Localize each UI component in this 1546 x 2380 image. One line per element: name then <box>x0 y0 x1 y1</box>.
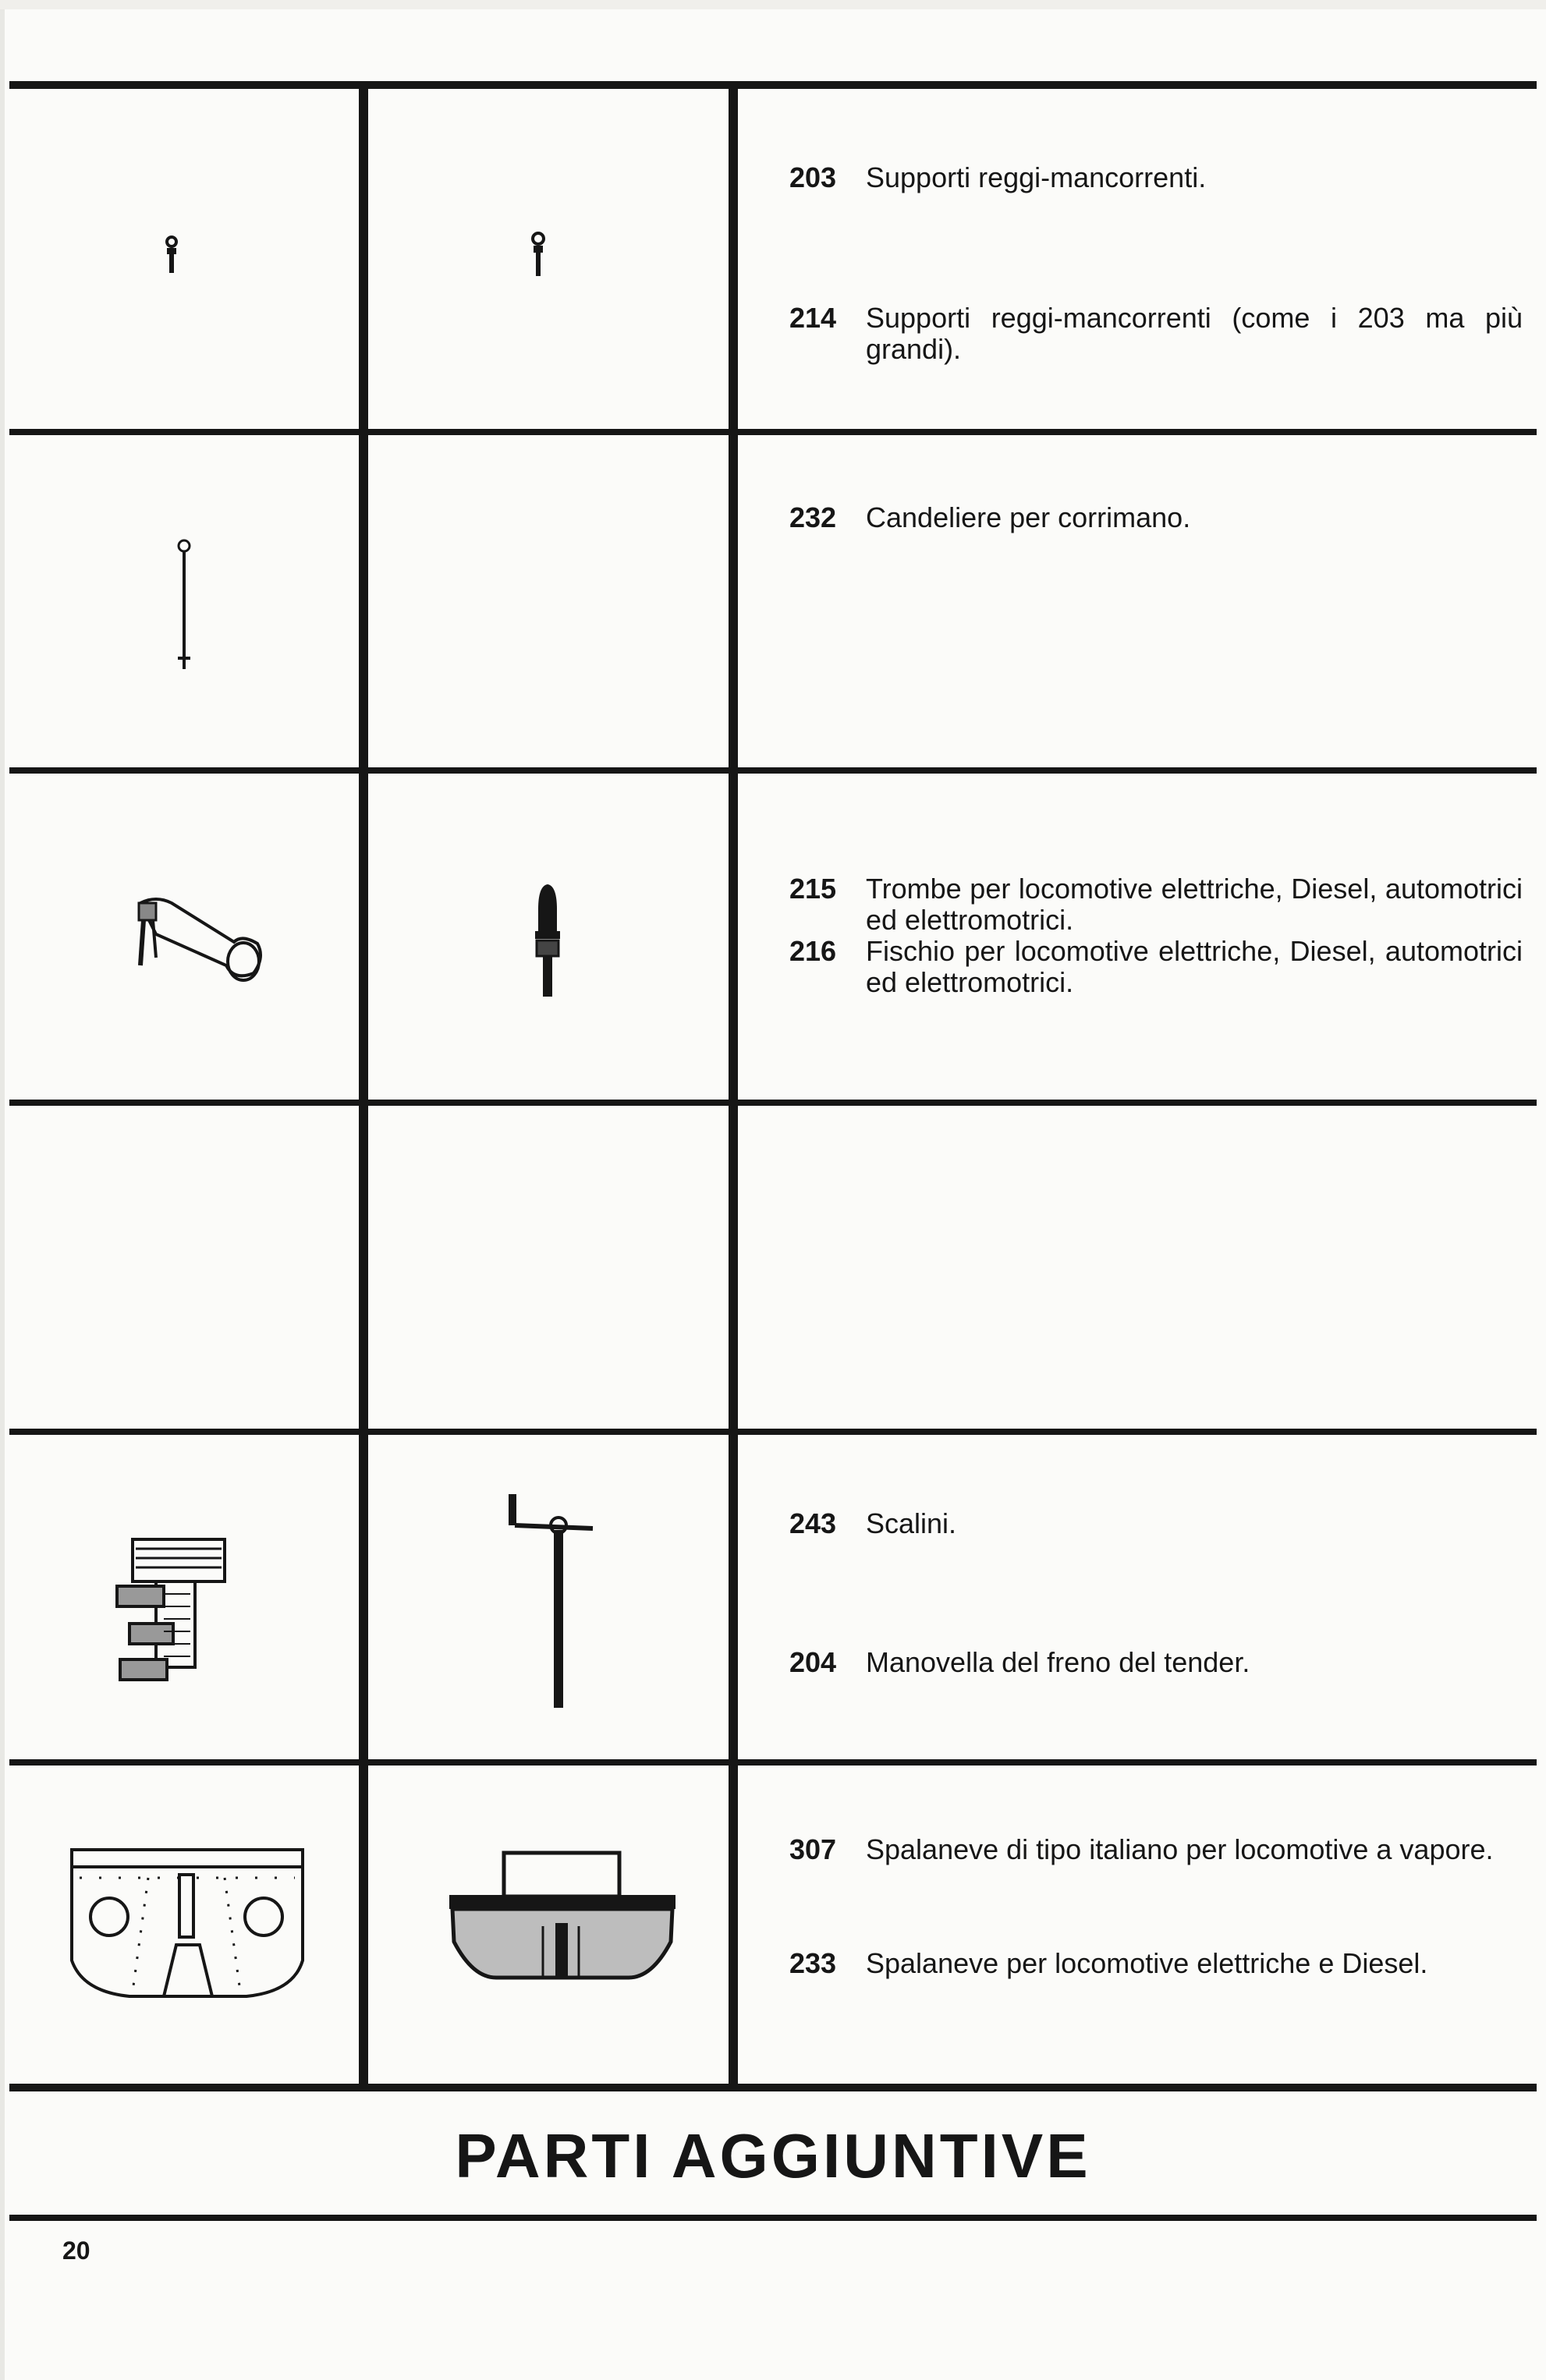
row-divider <box>9 767 1537 774</box>
row-1-descriptions <box>789 162 1523 365</box>
row-divider <box>9 81 1537 89</box>
part-code: 243 <box>789 1507 837 1539</box>
part-description: Spalaneve per locomotive elettriche e Diesel. <box>866 1947 1428 1979</box>
tender-brake-crank-icon <box>499 1482 616 1716</box>
entry-214 <box>789 303 1523 365</box>
page-edge <box>0 0 5 2380</box>
entry-232 <box>789 502 1523 533</box>
column-divider <box>729 86 738 2087</box>
whistle-icon <box>524 878 571 1003</box>
part-code: 233 <box>789 1947 837 1979</box>
entry-215 <box>789 873 1523 936</box>
part-code: 204 <box>789 1646 837 1678</box>
entry-203 <box>789 162 1523 193</box>
row-2-descriptions <box>789 502 1523 533</box>
horn-icon <box>125 887 273 997</box>
part-description: Supporti reggi-mancorrenti. <box>866 161 1207 193</box>
steps-icon <box>109 1528 234 1684</box>
part-description: Supporti reggi-mancorrenti (come i 203 ma più grandi). <box>866 302 1523 365</box>
handrail-stanchion-icon <box>168 537 200 677</box>
entry-204 <box>789 1647 1523 1678</box>
entry-216 <box>789 936 1523 998</box>
part-description: Fischio per locomotive elettriche, Diesel, automotrici ed elettromotrici. <box>866 935 1523 998</box>
page-number: 20 <box>62 2237 90 2265</box>
entry-243 <box>789 1508 1523 1539</box>
part-description: Scalini. <box>866 1507 957 1539</box>
row-divider <box>9 1429 1537 1435</box>
part-description: Manovella del freno del tender. <box>866 1646 1250 1678</box>
handrail-support-small-icon <box>160 234 183 281</box>
part-description: Candeliere per corrimano. <box>866 501 1191 533</box>
part-code: 215 <box>789 873 837 905</box>
row-divider <box>9 1759 1537 1766</box>
part-description: Trombe per locomotive elettriche, Diesel, automotrici ed elettromotrici. <box>866 873 1523 936</box>
part-code: 216 <box>789 935 837 967</box>
part-code: 214 <box>789 302 837 334</box>
row-divider <box>9 429 1537 435</box>
title-bottom-rule <box>9 2215 1537 2221</box>
italian-snowplow-icon <box>67 1843 309 1999</box>
part-code: 307 <box>789 1833 837 1865</box>
top-margin <box>0 0 1546 9</box>
part-code: 203 <box>789 161 837 193</box>
column-divider <box>359 86 368 2087</box>
row-3-descriptions <box>789 873 1523 998</box>
handrail-support-large-icon <box>527 231 550 284</box>
electric-snowplow-icon <box>441 1848 683 1989</box>
part-description: Spalaneve di tipo italiano per locomotive a vapore. <box>866 1833 1494 1865</box>
row-divider <box>9 1100 1537 1106</box>
part-code: 232 <box>789 501 837 533</box>
row-divider <box>9 2084 1537 2091</box>
row-5-descriptions <box>789 1508 1523 1678</box>
entry-233 <box>789 1948 1523 1979</box>
page-title: PARTI AGGIUNTIVE <box>455 2121 1091 2191</box>
row-6-descriptions <box>789 1834 1523 1979</box>
entry-307 <box>789 1834 1523 1865</box>
